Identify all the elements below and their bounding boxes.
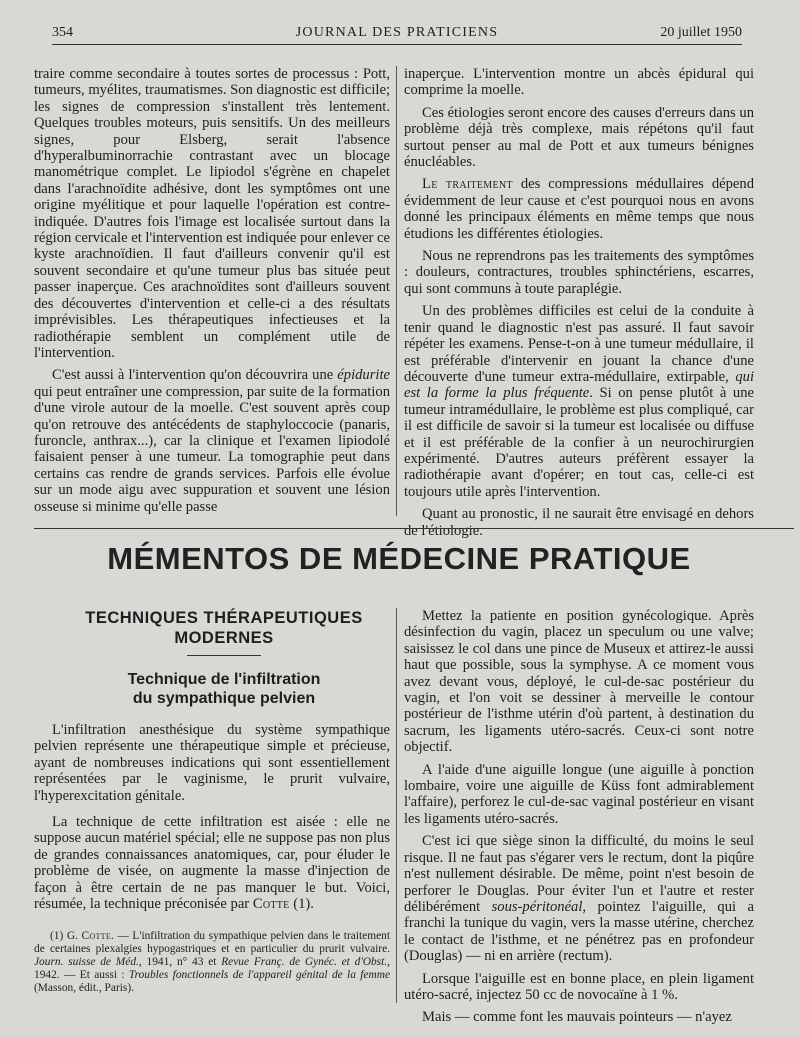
rubric-heading: TECHNIQUES THÉRAPEUTIQUES MODERNES: [85, 609, 363, 647]
journal-title: JOURNAL DES PRATICIENS: [295, 25, 499, 40]
italic-term: épidurite: [337, 367, 390, 384]
article-title: Technique de l'infiltration du sympathique pelvien: [127, 671, 321, 707]
column-divider: [396, 608, 397, 1003]
paragraph: La technique de cette infiltration est aisée : elle ne suppose aucun matériel spécial; elle ne suppose pas non plus de grandes connaissances anatomiques, car, pour éluder le problème de visée, on augmente la masse d'injection de façon à être certain de ne pas manquer le but. Voici, résumée, la technique préconisée par Cotte (1).: [34, 814, 390, 913]
paragraph: A l'aide d'une aiguille longue (une aiguille à ponction lombaire, voire une aiguille de Küss font admirablement l'affaire), perforez le cul-de-sac vaginal postérieur en visant les ligaments utéro-sacrés.: [404, 761, 754, 827]
issue-date: 20 juillet 1950: [660, 25, 742, 40]
paragraph: C'est ici que siège sinon la difficulté, du moins le seul risque. Il ne faut pas s'égarer vers le rectum, dont la piqûre n'est nullement désirable. De même, point n'est besoin de perforer le Douglas. Pour éviter l'un et l'autre et rester délibérément sous-péritonéal, pointez l'aiguille, qui a franchi la tunique du vagin, vers la masse utérine, cherchez le contact de l'isthme, et ne pénétrez pas en profondeur (Douglas) — ni en arrière (rectum).: [404, 833, 754, 965]
paragraph: Mais — comme font les mauvais pointeurs — n'ayez: [422, 1009, 732, 1026]
paragraph: Le traitement des compressions médullaires dépend évidemment de leur cause et c'est pourquoi nous en avons donné les principaux éléments en même temps que nous étudions les différentes étiologies.: [404, 176, 755, 242]
section-lead: Le traitement: [422, 176, 513, 193]
paragraph: inaperçue. L'intervention montre un abcès épidural qui comprime la moelle.: [404, 66, 754, 99]
paragraph: traire comme secondaire à toutes sortes de processus : Pott, tumeurs, myélites, traumatismes. Son diagnostic est difficile; les signes de compression s'installent très lentement. Quelques troubles moteurs, puis sensitifs. Un des meilleurs signes, pour Elsberg, serait l'absence d'hyperalbuminorrachie contrastant avec un blocage manométrique complet. Le lipiodol s'égrène en chapelet dans l'arachnoïdite adhésive, dont les symptômes ont une origine myélitique et pour laquelle l'opération est contre-indiquée. D'autres fois l'image est localisée surtout dans la région cervicale et l'intervention est indiquée pour enlever ce kyste arachnoïdien. Il faut d'ailleurs convenir qu'il est souvent secondaire et qu'une tumeur plus bas située peut passer inaperçue. Ces arachnoïdites sont d'ailleurs souvent des découvertes d'intervention et celle-ci a des résultats imprévisibles. Les thérapeutiques infectieuses et la radiothérapie semblent un complément utile de l'intervention.: [34, 66, 391, 361]
bottom-left-column: [34, 608, 390, 995]
page-number: 354: [52, 25, 73, 40]
paragraph: Mettez la patiente en position gynécologique. Après désinfection du vagin, placez un speculum ou une valve; saisissez le col dans une pince de Museux et attirez-le aussi haut que possible, sous la symphyse. A ce moment vous avez devant vous, déployé, le cul-de-sac postérieur du vagin, et l'on voit se dessiner à merveille le contour postérieur de l'isthme utérin d'où partent, à destination du sacrum, les ligaments utéro-sacrés. Ceux-ci sont notre objectif.: [404, 608, 754, 756]
top-right-column: [404, 66, 754, 545]
page-header: [52, 22, 742, 45]
paragraph: Quant au pronostic, il ne saurait être envisagé en dehors de l'étiologie.: [404, 506, 754, 539]
bottom-right-column: [404, 608, 754, 1032]
rubric-rule: [187, 655, 261, 656]
top-left-column: [34, 66, 390, 521]
section-title: MÉMENTOS DE MÉDECINE PRATIQUE: [107, 541, 691, 576]
paragraph: L'infiltration anesthésique du système sympathique pelvien représente une thérapeutique simple et précieuse, ayant de nombreuses indications qui sont essentiellement représentées par le vaginisme, le prurit vulvaire, l'hyperexcitation génitale.: [34, 722, 390, 804]
footnote: (1) G. Cotte. — L'infiltration du sympathique pelvien dans le traitement de certaines plexalgies hypogastriques et en particulier du prurit vulvaire. Journ. suisse de Méd., 1941, n° 43 et Revue Franç. de Gynéc. et d'Obst., 1942. — Et aussi : Troubles fonctionnels de l'appareil génital de la femme (Masson, édit., Paris).: [34, 930, 391, 995]
column-divider: [396, 66, 397, 516]
italic-term: sous-péritonéal: [491, 898, 583, 915]
paragraph: Un des problèmes difficiles est celui de la conduite à tenir quand le diagnostic n'est pas assuré. Il faut savoir répéter les examens. Pense-t-on à une tumeur médullaire, il est préférable d'intervenir en jouant la chance d'une découverte d'une tumeur extra-médullaire, extirpable, qui est la forme la plus fréquente. Si on pense plutôt à une tumeur intramédullaire, le problème est plus compliqué, car il est difficile de savoir si la tumeur est localisée ou diffuse et il est préférable de la confier à un neurochirurgien expérimenté. D'autres auteurs préfèrent essayer la radiothérapie avant d'opérer; en tout cas, celle-ci est toujours utile après l'intervention.: [404, 303, 754, 500]
paragraph: C'est aussi à l'intervention qu'on découvrira une épidurite qui peut entraîner une compression, par suite de la formation d'une virole autour de la moelle. C'est souvent après coup qu'on retrouve des antécédents de staphyloccocie (panaris, furoncle, anthrax...), car la clinique et l'examen lipiodolé faisaient penser à une tumeur. La tomographie peut dans certains cas rendre de grands services. Parfois elle évolue sur un mode aigu avec suppuration et souvent une lésion osseuse si minime qu'elle passe: [34, 367, 390, 515]
italic-phrase: qui est la forme la plus fréquente: [404, 368, 754, 402]
paragraph: Ces étiologies seront encore des causes d'erreurs dans un problème déjà très complexe, mais répétons qu'il faut surtout penser au mal de Pott et aux tumeurs bénignes énucléables.: [404, 104, 754, 171]
paragraph: Nous ne reprendrons pas les traitements des symptômes : douleurs, contractures, troubles sphinctériens, escarres, qui sont communs à toute paraplégie.: [404, 248, 754, 297]
paragraph: Lorsque l'aiguille est en bonne place, en plein ligament utéro-sacré, injectez 50 cc de novocaïne à 1 %.: [404, 970, 754, 1003]
section-rule: [34, 528, 794, 529]
author-name: Cotte: [252, 896, 290, 913]
